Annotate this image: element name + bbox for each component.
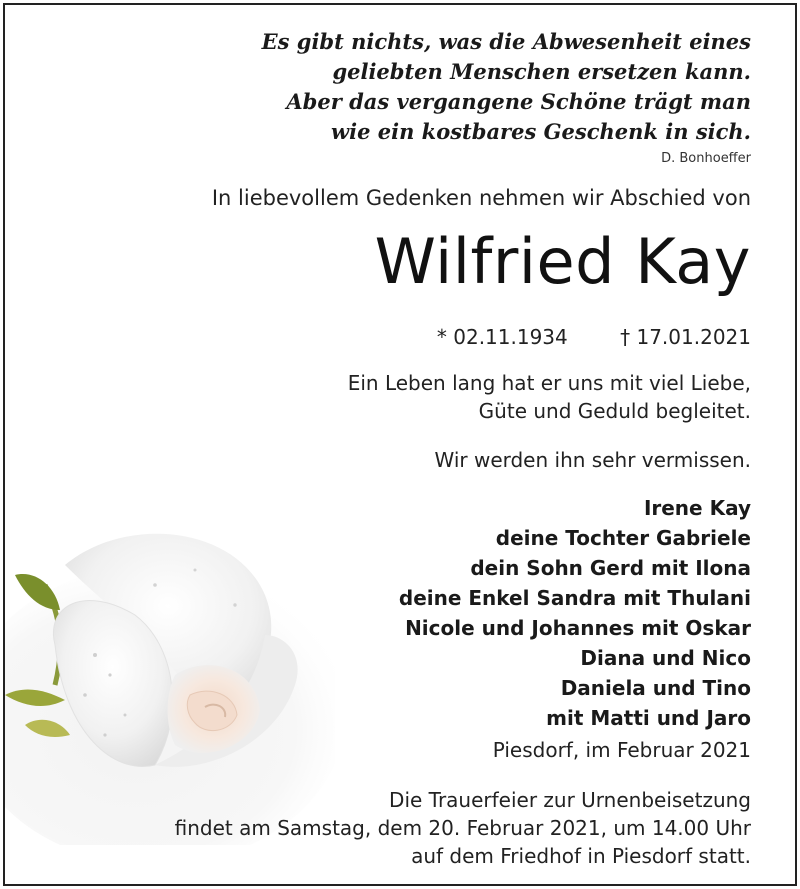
tribute-line: Güte und Geduld begleitet. <box>478 399 751 423</box>
family-member: mit Matti und Jaro <box>546 706 751 730</box>
funeral-line: findet am Samstag, dem 20. Februar 2021, um 14.00 Uhr <box>174 816 751 840</box>
funeral-line: Die Trauerfeier zur Urnenbeisetzung <box>389 788 751 812</box>
quote-author: D. Bonhoeffer <box>661 151 751 166</box>
quote-line: Es gibt nichts, was die Abwesenheit eines <box>261 29 751 54</box>
deceased-name: Wilfried Kay <box>374 225 751 298</box>
family-list <box>399 493 751 733</box>
birth-date: * 02.11.1934 <box>436 325 568 349</box>
intro-text: In liebevollem Gedenken nehmen wir Abschied von <box>211 186 751 210</box>
place-date: Piesdorf, im Februar 2021 <box>492 738 751 762</box>
life-dates <box>437 325 751 349</box>
family-member: deine Tochter Gabriele <box>495 526 751 550</box>
funeral-line: auf dem Friedhof in Piesdorf statt. <box>411 844 751 868</box>
quote-line: geliebten Menschen ersetzen kann. <box>332 59 751 84</box>
obituary-frame <box>3 3 797 886</box>
quote-line: wie ein kostbares Geschenk in sich. <box>331 119 751 144</box>
quote-line: Aber das vergangene Schöne trägt man <box>286 89 751 114</box>
family-member: Diana und Nico <box>580 646 751 670</box>
funeral-info <box>175 786 751 870</box>
tribute-line: Ein Leben lang hat er uns mit viel Liebe, <box>347 371 751 395</box>
quote-block <box>111 27 751 147</box>
family-member: Nicole und Johannes mit Oskar <box>405 616 751 640</box>
family-member: dein Sohn Gerd mit Ilona <box>470 556 751 580</box>
family-member: Daniela und Tino <box>560 676 751 700</box>
death-date: † 17.01.2021 <box>620 325 751 349</box>
family-member: deine Enkel Sandra mit Thulani <box>398 586 751 610</box>
tribute-text <box>348 369 751 425</box>
family-member: Irene Kay <box>643 496 751 520</box>
miss-text: Wir werden ihn sehr vermissen. <box>434 448 751 472</box>
